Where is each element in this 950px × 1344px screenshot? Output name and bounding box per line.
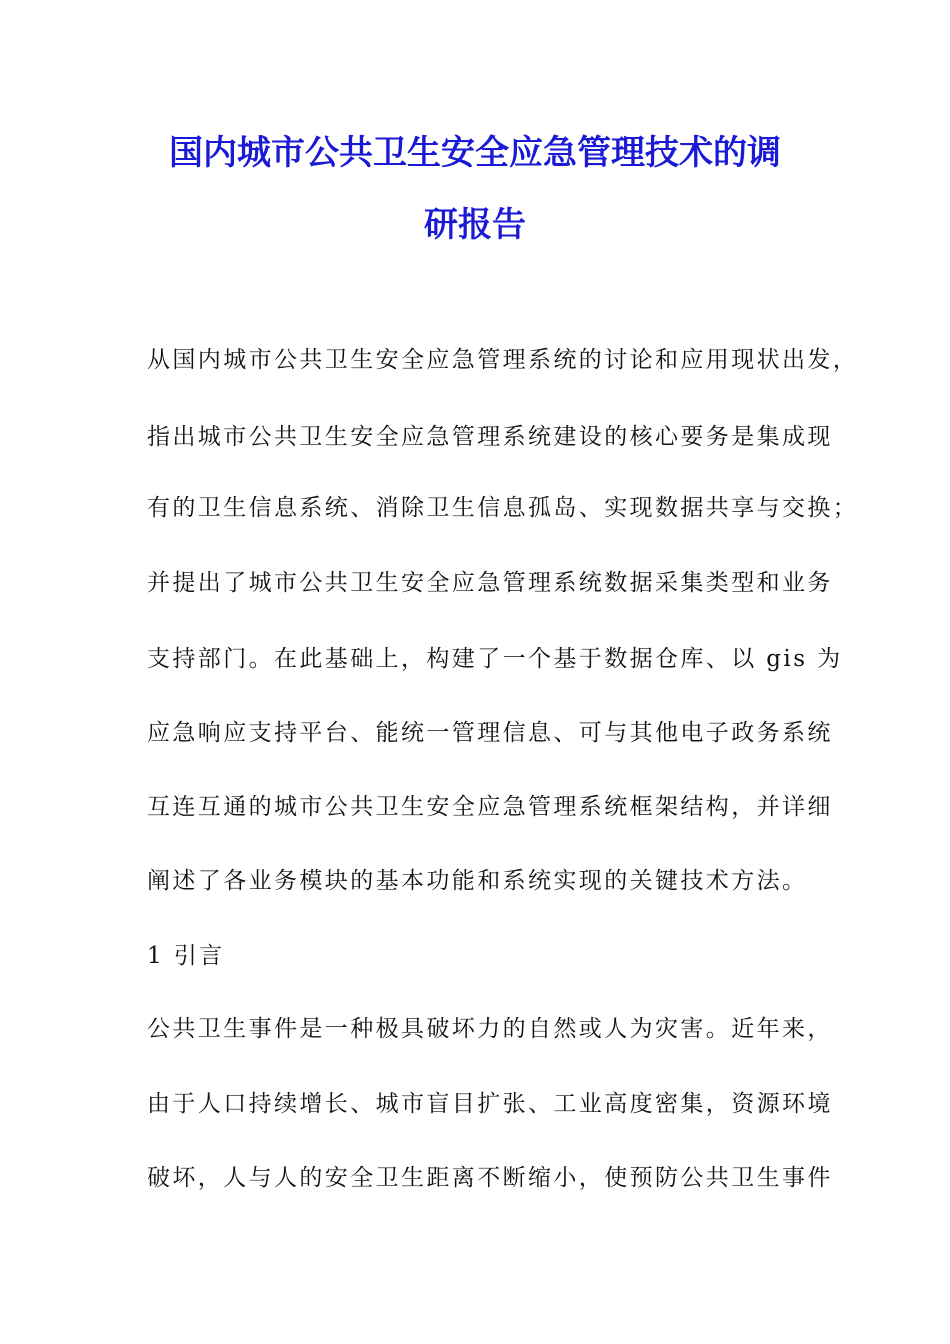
abstract-line-4: 并提出了城市公共卫生安全应急管理系统数据采集类型和业务 [147, 570, 833, 596]
abstract-line-2: 指出城市公共卫生安全应急管理系统建设的核心要务是集成现 [147, 424, 833, 450]
body-line-2: 由于人口持续增长、城市盲目扩张、工业高度密集，资源环境 [147, 1091, 833, 1117]
abstract-line-5: 支持部门。在此基础上，构建了一个基于数据仓库、以 gis 为 [147, 646, 843, 672]
document-title-line-1: 国内城市公共卫生安全应急管理技术的调 [169, 133, 781, 173]
abstract-line-7: 互连互通的城市公共卫生安全应急管理系统框架结构，并详细 [147, 794, 833, 820]
body-line-1: 公共卫生事件是一种极具破坏力的自然或人为灾害。近年来， [147, 1016, 833, 1042]
document-title-line-2: 研报告 [424, 205, 526, 245]
abstract-line-8: 阐述了各业务模块的基本功能和系统实现的关键技术方法。 [147, 868, 808, 894]
abstract-line-3: 有的卫生信息系统、消除卫生信息孤岛、实现数据共享与交换； [147, 495, 859, 521]
section-heading-introduction: 1 引言 [147, 943, 225, 969]
abstract-line-1: 从国内城市公共卫生安全应急管理系统的讨论和应用现状出发， [147, 347, 859, 373]
body-line-3: 破坏，人与人的安全卫生距离不断缩小，使预防公共卫生事件 [147, 1165, 833, 1191]
abstract-line-6: 应急响应支持平台、能统一管理信息、可与其他电子政务系统 [147, 720, 833, 746]
